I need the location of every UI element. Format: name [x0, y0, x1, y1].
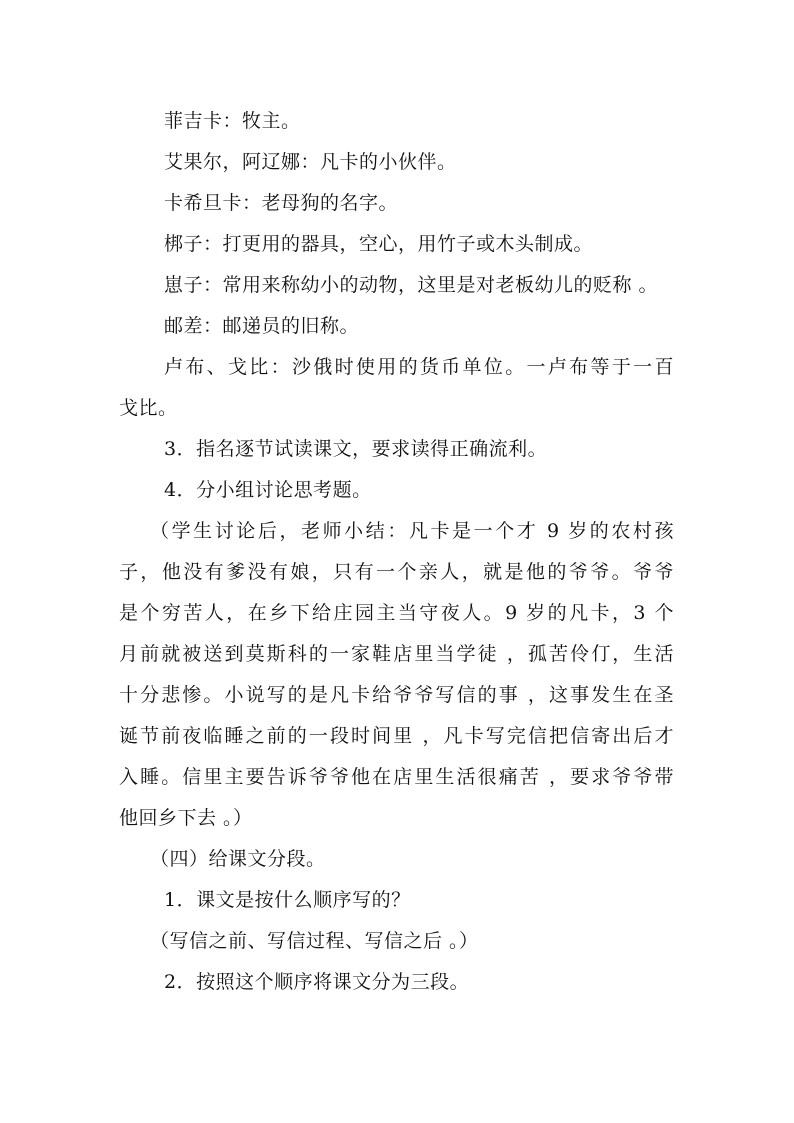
term-feijika: 菲吉卡：牧主。 — [164, 110, 301, 132]
summary-line-7: 入睡。信里主要告诉爷爷他在店里生活很痛苦 ，要求爷爷带 — [119, 766, 674, 788]
term-bangzi: 梆子：打更用的器具，空心，用竹子或木头制成。 — [164, 233, 594, 255]
term-aiguoer: 艾果尔，阿辽娜：凡卡的小伙伴。 — [164, 151, 457, 173]
term-zaizi: 崽子：常用来称幼小的动物，这里是对老板幼儿的贬称 。 — [164, 274, 659, 296]
summary-line-3: 是个穷苦人，在乡下给庄园主当守夜人。9 岁的凡卡，3 个 — [119, 602, 674, 624]
term-kaxidanka: 卡希旦卡：老母狗的名字。 — [164, 192, 399, 214]
step-4: 4．分小组讨论思考题。 — [164, 479, 372, 501]
term-youchai: 邮差：邮递员的旧称。 — [164, 315, 360, 337]
term-lubu-gebi-cont: 戈比。 — [119, 397, 178, 419]
summary-line-5: 十分悲惨。小说写的是凡卡给爷爷写信的事 ，这事发生在圣 — [119, 684, 674, 706]
summary-line-1: （学生讨论后，老师小结：凡卡是一个才 9 岁的农村孩 — [150, 520, 674, 542]
question-1: 1．课文是按什么顺序写的？ — [164, 889, 411, 911]
answer-1: （写信之前、写信过程、写信之后 。） — [150, 930, 479, 952]
summary-line-8: 他回乡下去 。） — [119, 807, 253, 829]
term-lubu-gebi: 卢布、戈比：沙俄时使用的货币单位。一卢布等于一百 — [164, 356, 674, 378]
step-3: 3．指名逐节试读课文，要求读得正确流利。 — [164, 438, 548, 460]
summary-line-4: 月前就被送到莫斯科的一家鞋店里当学徒 ，孤苦伶仃，生活 — [119, 643, 674, 665]
summary-line-2: 子，他没有爹没有娘，只有一个亲人，就是他的爷爷。爷爷 — [119, 561, 674, 583]
question-2: 2．按照这个顺序将课文分为三段。 — [164, 971, 470, 993]
summary-line-6: 诞节前夜临睡之前的一段时间里 ，凡卡写完信把信寄出后才 — [119, 725, 674, 747]
section-four-heading: （四）给课文分段。 — [150, 848, 326, 870]
